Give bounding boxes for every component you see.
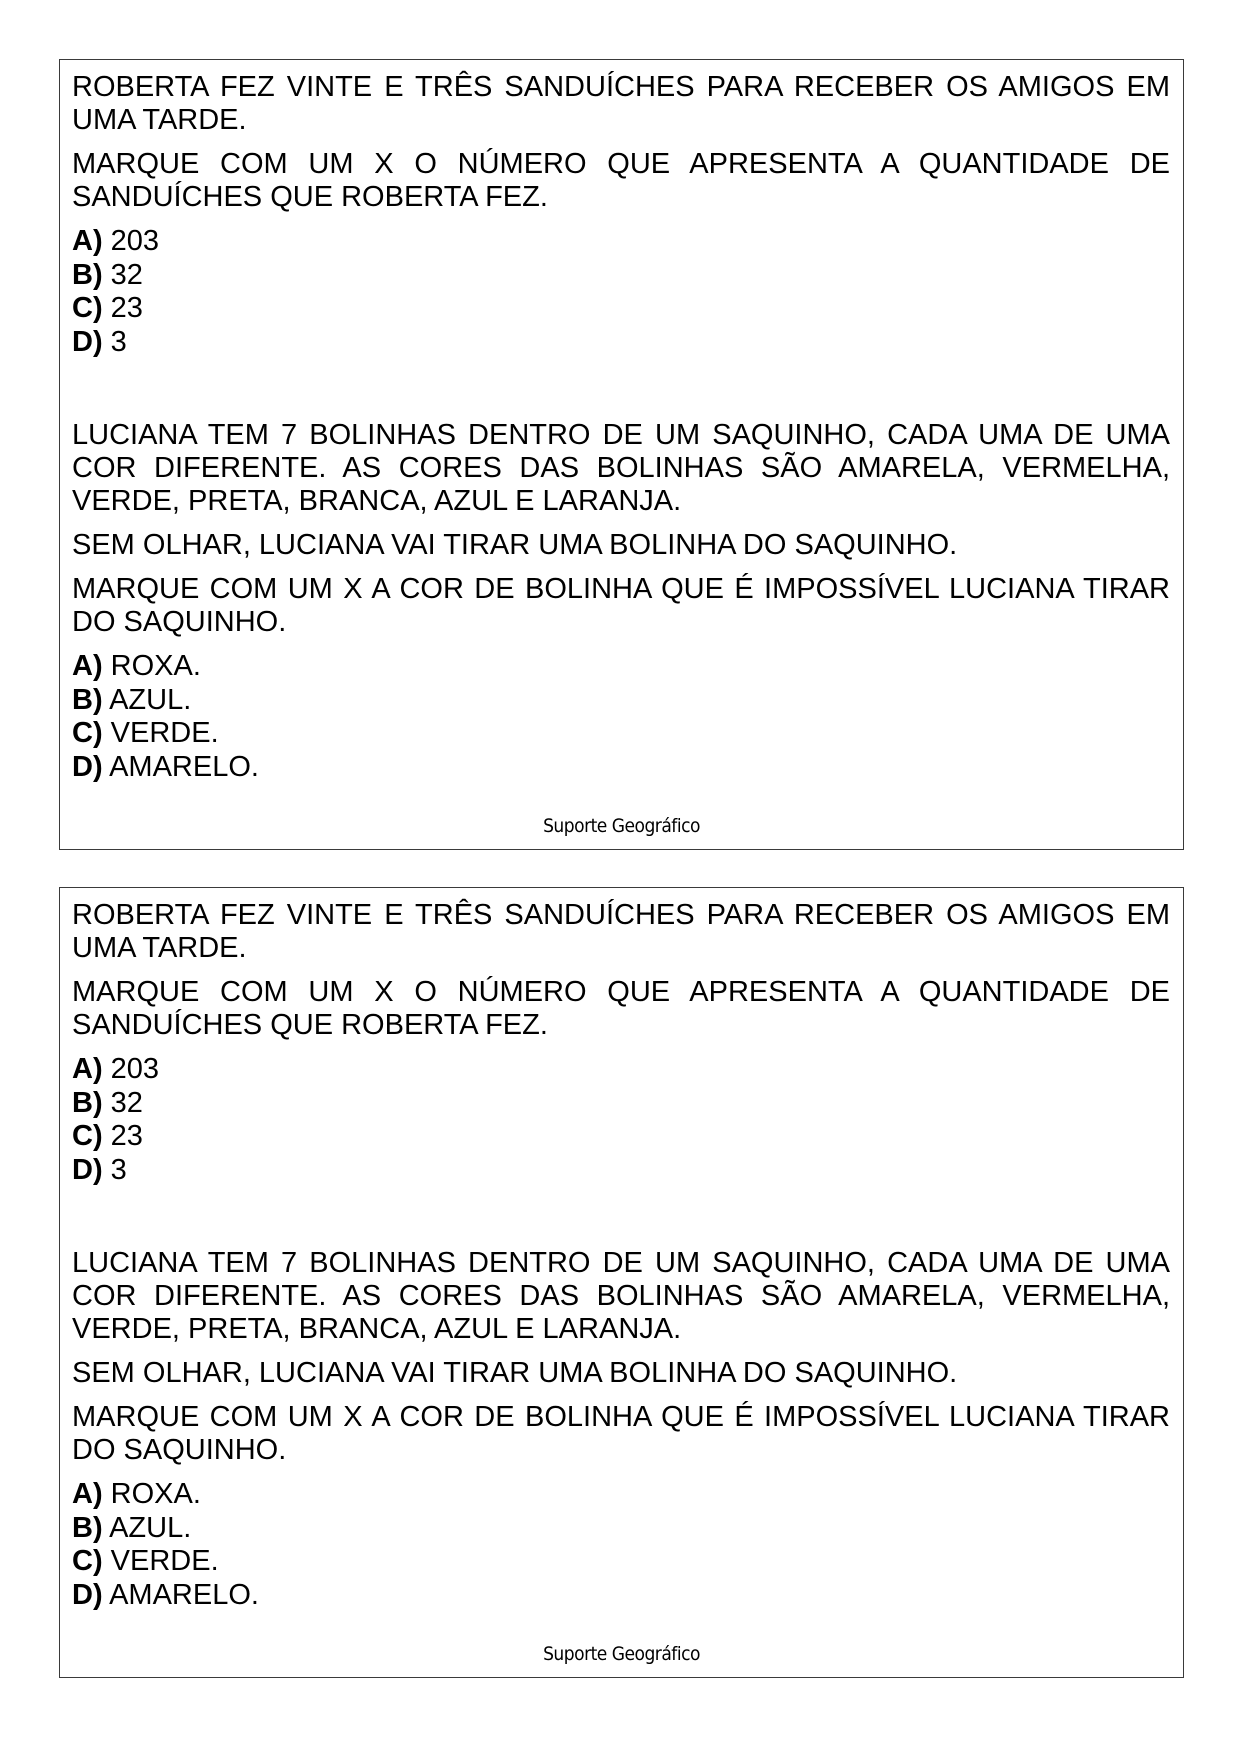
option-b[interactable] <box>72 684 1170 718</box>
question-card-1 <box>59 59 1184 850</box>
option-c[interactable] <box>72 1120 1170 1154</box>
option-letter: C) <box>72 1120 103 1152</box>
option-d[interactable] <box>72 751 1170 785</box>
option-letter: C) <box>72 717 103 749</box>
option-letter: B) <box>72 683 103 716</box>
question-2-context: SEM OLHAR, LUCIANA VAI TIRAR UMA BOLINHA DO SAQUINHO. <box>72 1357 958 1389</box>
option-text: AZUL. <box>102 1511 192 1544</box>
option-text: ROXA. <box>102 1478 201 1510</box>
option-text: AMARELO. <box>102 750 259 783</box>
option-text: VERDE. <box>102 1545 219 1577</box>
option-a[interactable] <box>72 1053 1170 1087</box>
option-text: 203 <box>102 225 160 257</box>
option-text: AZUL. <box>102 683 192 716</box>
question-1-statement: ROBERTA FEZ VINTE E TRÊS SANDUÍCHES PARA RECEBER OS AMIGOS EM UMA TARDE. <box>72 899 1170 964</box>
option-letter: A) <box>72 1053 103 1085</box>
option-b[interactable] <box>72 1087 1170 1121</box>
question-1-options <box>72 225 1170 359</box>
option-letter: B) <box>72 1511 103 1544</box>
question-2-statement: LUCIANA TEM 7 BOLINHAS DENTRO DE UM SAQUINHO, CADA UMA DE UMA COR DIFERENTE. AS CORES DAS BOLINHAS SÃO AMARELA, VERMELHA, VERDE, PRETA, BRANCA, AZUL E LARANJA. <box>72 419 1170 517</box>
question-card-2 <box>59 887 1184 1678</box>
option-a[interactable] <box>72 1478 1170 1512</box>
option-letter: A) <box>72 225 103 257</box>
question-2-instruction: MARQUE COM UM X A COR DE BOLINHA QUE É IMPOSSÍVEL LUCIANA TIRAR DO SAQUINHO. <box>72 573 1170 638</box>
option-letter: C) <box>72 292 103 324</box>
question-1-instruction: MARQUE COM UM X O NÚMERO QUE APRESENTA A QUANTIDADE DE SANDUÍCHES QUE ROBERTA FEZ. <box>72 976 1170 1041</box>
option-text: AMARELO. <box>102 1578 259 1611</box>
spacer <box>72 359 1170 419</box>
option-d[interactable] <box>72 1579 1170 1613</box>
option-c[interactable] <box>72 717 1170 751</box>
option-text: 23 <box>102 1120 143 1152</box>
option-text: 23 <box>102 292 143 324</box>
option-c[interactable] <box>72 292 1170 326</box>
option-letter: A) <box>72 650 103 682</box>
option-letter: D) <box>72 1578 103 1611</box>
spacer <box>72 1187 1170 1247</box>
question-1-instruction: MARQUE COM UM X O NÚMERO QUE APRESENTA A QUANTIDADE DE SANDUÍCHES QUE ROBERTA FEZ. <box>72 148 1170 213</box>
question-2-statement: LUCIANA TEM 7 BOLINHAS DENTRO DE UM SAQUINHO, CADA UMA DE UMA COR DIFERENTE. AS CORES DAS BOLINHAS SÃO AMARELA, VERMELHA, VERDE, PRETA, BRANCA, AZUL E LARANJA. <box>72 1247 1170 1345</box>
option-letter: D) <box>72 325 103 358</box>
option-c[interactable] <box>72 1545 1170 1579</box>
option-a[interactable] <box>72 225 1170 259</box>
option-d[interactable] <box>72 326 1170 360</box>
question-1-options <box>72 1053 1170 1187</box>
question-2-instruction: MARQUE COM UM X A COR DE BOLINHA QUE É IMPOSSÍVEL LUCIANA TIRAR DO SAQUINHO. <box>72 1401 1170 1466</box>
question-2-options <box>72 1478 1170 1612</box>
option-text: 3 <box>102 325 127 358</box>
option-letter: C) <box>72 1545 103 1577</box>
question-1-statement: ROBERTA FEZ VINTE E TRÊS SANDUÍCHES PARA RECEBER OS AMIGOS EM UMA TARDE. <box>72 71 1170 136</box>
card-footer-credit: Suporte Geográfico <box>543 1643 700 1665</box>
option-text: VERDE. <box>102 717 219 749</box>
option-text: 3 <box>102 1153 127 1186</box>
option-letter: A) <box>72 1478 103 1510</box>
option-letter: B) <box>72 1086 103 1119</box>
question-2-options <box>72 650 1170 784</box>
option-letter: D) <box>72 1153 103 1186</box>
option-a[interactable] <box>72 650 1170 684</box>
option-b[interactable] <box>72 1512 1170 1546</box>
option-d[interactable] <box>72 1154 1170 1188</box>
option-letter: B) <box>72 258 103 291</box>
card-footer-credit: Suporte Geográfico <box>543 815 700 837</box>
option-text: ROXA. <box>102 650 201 682</box>
question-2-context: SEM OLHAR, LUCIANA VAI TIRAR UMA BOLINHA DO SAQUINHO. <box>72 529 958 561</box>
option-letter: D) <box>72 750 103 783</box>
option-text: 32 <box>102 1086 143 1119</box>
option-text: 203 <box>102 1053 160 1085</box>
option-text: 32 <box>102 258 143 291</box>
option-b[interactable] <box>72 259 1170 293</box>
